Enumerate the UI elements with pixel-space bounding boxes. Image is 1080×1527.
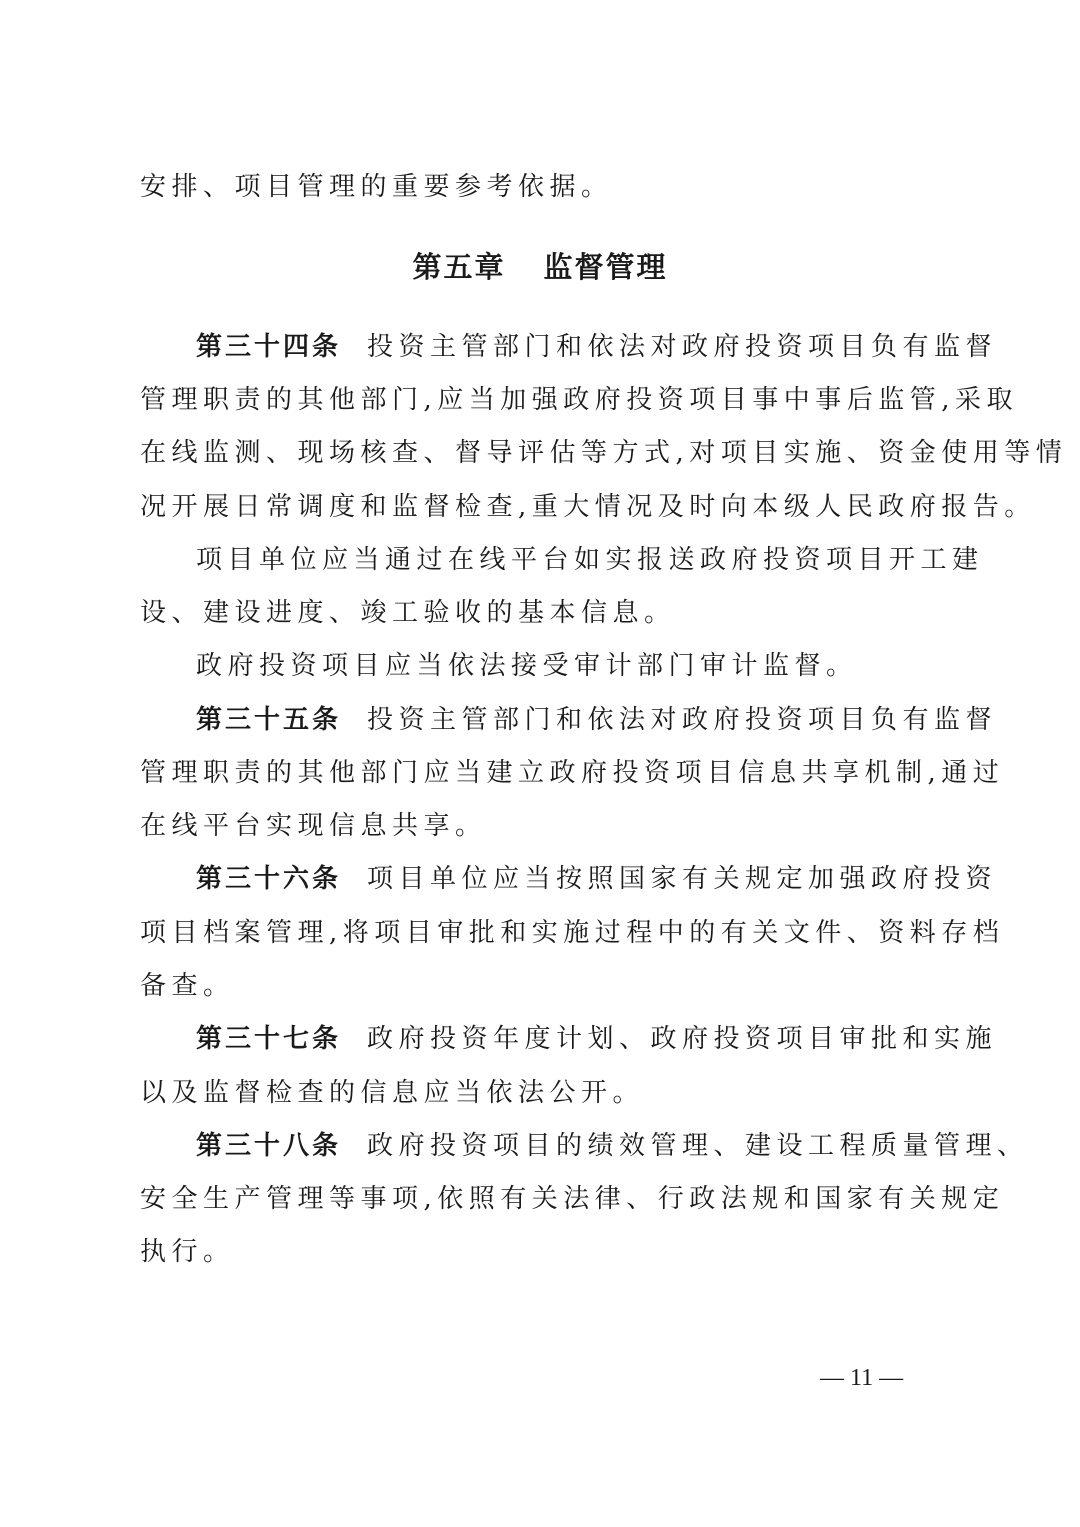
article-35-line-1 bbox=[196, 703, 998, 737]
article-34-text-1: 投资主管部门和依法对政府投资项目负有监督 bbox=[367, 332, 998, 362]
article-38-line-3: 执行。 bbox=[140, 1237, 235, 1267]
article-37-text-1: 政府投资年度计划、政府投资项目审批和实施 bbox=[367, 1024, 998, 1054]
article-38-number: 第三十八条 bbox=[196, 1131, 342, 1161]
article-34-para2-line-2: 设、建设进度、竣工验收的基本信息。 bbox=[140, 598, 676, 628]
article-37-line-1 bbox=[196, 1022, 998, 1056]
article-35-line-3: 在线平台实现信息共享。 bbox=[140, 811, 487, 841]
article-34-para2-line-1: 项目单位应当通过在线平台如实报送政府投资项目开工建 bbox=[196, 545, 984, 575]
article-37-line-2: 以及监督检查的信息应当依法公开。 bbox=[140, 1078, 645, 1108]
article-37-number: 第三十七条 bbox=[196, 1024, 342, 1054]
article-34-number: 第三十四条 bbox=[196, 332, 342, 362]
page-number: — 11 — bbox=[820, 1365, 904, 1391]
article-34-line-1 bbox=[196, 330, 998, 364]
chapter-heading bbox=[0, 248, 1080, 286]
article-36-line-2: 项目档案管理,将项目审批和实施过程中的有关文件、资料存档 bbox=[140, 918, 1005, 948]
article-34-line-2: 管理职责的其他部门,应当加强政府投资项目事中事后监管,采取 bbox=[140, 385, 1019, 415]
article-38-text-1: 政府投资项目的绩效管理、建设工程质量管理、 bbox=[367, 1131, 1029, 1161]
intro-line: 安排、项目管理的重要参考依据。 bbox=[140, 172, 613, 202]
article-34-line-4: 况开展日常调度和监督检查,重大情况及时向本级人民政府报告。 bbox=[140, 492, 1036, 522]
article-36-text-1: 项目单位应当按照国家有关规定加强政府投资 bbox=[367, 864, 998, 894]
article-34-para3-line-1: 政府投资项目应当依法接受审计部门审计监督。 bbox=[196, 651, 858, 681]
chapter-number: 第五章 bbox=[412, 250, 506, 284]
chapter-title: 监督管理 bbox=[543, 250, 668, 284]
article-35-line-2: 管理职责的其他部门应当建立政府投资项目信息共享机制,通过 bbox=[140, 758, 1005, 788]
article-36-line-3: 备查。 bbox=[140, 971, 235, 1001]
article-38-line-2: 安全生产管理等事项,依照有关法律、行政法规和国家有关规定 bbox=[140, 1184, 1005, 1214]
article-36-number: 第三十六条 bbox=[196, 864, 342, 894]
article-35-number: 第三十五条 bbox=[196, 705, 342, 735]
article-38-line-1 bbox=[196, 1129, 1029, 1163]
article-35-text-1: 投资主管部门和依法对政府投资项目负有监督 bbox=[367, 705, 998, 735]
article-34-line-3: 在线监测、现场核查、督导评估等方式,对项目实施、资金使用等情 bbox=[140, 438, 1068, 468]
article-36-line-1 bbox=[196, 862, 998, 896]
